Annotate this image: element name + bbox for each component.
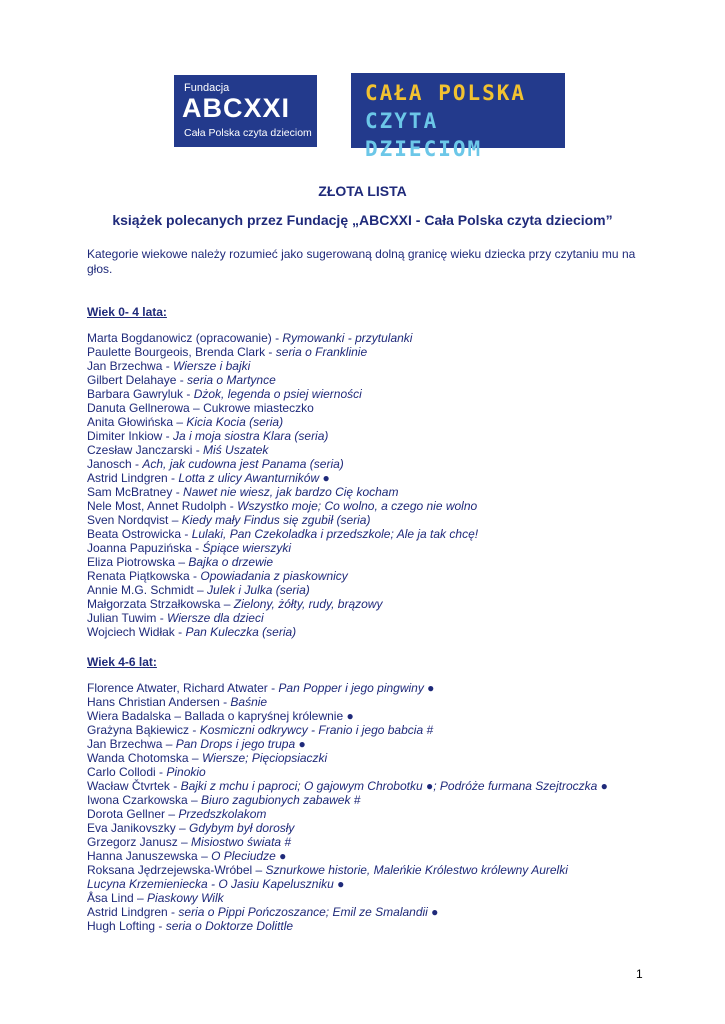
book-author: Jan Brzechwa - — [87, 359, 174, 373]
list-item — [87, 611, 687, 625]
book-list-0-4 — [87, 331, 687, 639]
page-subtitle: książek polecanych przez Fundację „ABCXXI - Cała Polska czyta dzieciom” — [112, 212, 613, 228]
book-title: Bajki z mchu i paproci; O gajowym Chrobotku ●; Podróże furmana Szejtroczka ● — [180, 779, 608, 793]
book-list-4-6 — [87, 681, 687, 933]
list-item — [87, 695, 687, 709]
book-author: Anita Głowińska – — [87, 415, 187, 429]
book-author: Florence Atwater, Richard Atwater - — [87, 681, 279, 695]
book-title: Baśnie — [230, 695, 268, 709]
book-author: Carlo Collodi - — [87, 765, 167, 779]
book-author: Hugh Lofting - — [87, 919, 166, 933]
list-item — [87, 709, 687, 723]
book-title: Bajka o drzewie — [188, 555, 274, 569]
book-author: Julian Tuwim - — [87, 611, 168, 625]
list-item — [87, 877, 687, 891]
book-title: Nawet nie wiesz, jak bardzo Cię kocham — [183, 485, 399, 499]
list-item — [87, 863, 687, 877]
book-title: seria o Franklinie — [275, 345, 368, 359]
book-author: Wacław Čtvrtek - — [87, 779, 181, 793]
book-title: Lotta z ulicy Awanturników ● — [178, 471, 330, 485]
book-title: Pinokio — [166, 765, 206, 779]
book-title: Kicia Kocia (seria) — [186, 415, 284, 429]
book-title: seria o Martynce — [187, 373, 276, 387]
book-title: Biuro zagubionych zabawek # — [201, 793, 361, 807]
book-author: Barbara Gawryluk - — [87, 387, 194, 401]
list-item — [87, 583, 687, 597]
book-title: seria o Doktorze Dolittle — [165, 919, 294, 933]
book-author: Åsa Lind – — [87, 891, 148, 905]
book-author: Renata Piątkowska - — [87, 569, 201, 583]
book-author: Dimiter Inkiow - — [87, 429, 174, 443]
book-title: Wiersze dla dzieci — [167, 611, 264, 625]
intro-paragraph: Kategorie wiekowe należy rozumieć jako sugerowaną dolną granicę wieku dziecka przy czytaniu mu na głos. — [87, 247, 636, 276]
book-author: Beata Ostrowicka - — [87, 527, 192, 541]
list-item — [87, 415, 687, 429]
logo2-line1: CAŁA POLSKA — [365, 81, 527, 105]
book-author: Janosch - — [87, 457, 143, 471]
book-author: Grażyna Bąkiewicz - — [87, 723, 200, 737]
book-author: Sven Nordqvist – — [87, 513, 182, 527]
list-item — [87, 513, 687, 527]
list-item — [87, 765, 687, 779]
book-title: Piaskowy Wilk — [147, 891, 224, 905]
book-title: O Pleciudze ● — [211, 849, 287, 863]
book-title: Kiedy mały Findus się zgubił (seria) — [181, 513, 371, 527]
list-item — [87, 821, 687, 835]
list-item — [87, 835, 687, 849]
list-item — [87, 723, 687, 737]
list-item — [87, 443, 687, 457]
book-title: Pan Drops i jego trupa ● — [175, 737, 306, 751]
book-title: Miś Uszatek — [203, 443, 269, 457]
book-author: Wiera Badalska – — [87, 709, 185, 723]
book-title: Ach, jak cudowna jest Panama (seria) — [142, 457, 344, 471]
book-author: Hans Christian Andersen - — [87, 695, 231, 709]
book-author: Sam McBratney - — [87, 485, 184, 499]
book-author: Astrid Lindgren - — [87, 471, 179, 485]
logos-header — [0, 73, 725, 161]
book-title: Rymowanki - przytulanki — [282, 331, 413, 345]
book-title: Cukrowe miasteczko — [203, 401, 314, 415]
book-title: Lucyna Krzemieniecka - O Jasiu Kapeluszniku ● — [87, 877, 345, 891]
list-item — [87, 429, 687, 443]
book-author: Wanda Chotomska – — [87, 751, 202, 765]
list-item — [87, 597, 687, 611]
list-item — [87, 471, 687, 485]
book-title: Przedszkolakom — [178, 807, 267, 821]
list-item — [87, 527, 687, 541]
book-author: Danuta Gellnerowa – — [87, 401, 204, 415]
cala-polska-czyta-dzieciom-logo — [351, 73, 565, 161]
logo2-line2: CZYTA DZIECIOM — [365, 109, 483, 161]
list-item — [87, 625, 687, 639]
book-title: Dżok, legenda o psiej wierności — [193, 387, 362, 401]
book-author: Eva Janikovszky – — [87, 821, 190, 835]
book-author: Jan Brzechwa – — [87, 737, 176, 751]
book-author: Nele Most, Annet Rudolph - — [87, 499, 238, 513]
book-title: Kosmiczni odkrywcy - Franio i jego babcia # — [199, 723, 434, 737]
list-item — [87, 849, 687, 863]
book-author: Dorota Gellner – — [87, 807, 179, 821]
list-item — [87, 401, 687, 415]
page-number: 1 — [636, 967, 643, 981]
section-heading-0-4: Wiek 0- 4 lata: — [87, 305, 167, 319]
list-item — [87, 807, 687, 821]
book-author: Małgorzata Strzałkowska – — [87, 597, 234, 611]
book-author: Hanna Januszewska – — [87, 849, 212, 863]
book-author: Grzegorz Janusz – — [87, 835, 192, 849]
book-title: Sznurkowe historie, Maleńkie Królestwo królewny Aurelki — [265, 863, 568, 877]
book-author: Annie M.G. Schmidt – — [87, 583, 208, 597]
book-title: seria o Pippi Pończoszance; Emil ze Smalandii ● — [178, 905, 439, 919]
abcxxi-logo — [174, 75, 317, 147]
book-title: Wszystko moje; Co wolno, a czego nie wolno — [237, 499, 478, 513]
book-author: Joanna Papuzińska - — [87, 541, 203, 555]
list-item — [87, 485, 687, 499]
book-author: Wojciech Widłak - — [87, 625, 186, 639]
book-author: Astrid Lindgren - — [87, 905, 179, 919]
list-item — [87, 919, 687, 933]
book-title: Wiersze; Pięciopsiaczki — [201, 751, 328, 765]
book-title: Pan Popper i jego pingwiny ● — [278, 681, 435, 695]
book-title: Pan Kuleczka (seria) — [185, 625, 297, 639]
list-item — [87, 751, 687, 765]
book-title: Zielony, żółty, rudy, brązowy — [233, 597, 383, 611]
book-author: Eliza Piotrowska – — [87, 555, 189, 569]
list-item — [87, 387, 687, 401]
book-author: Marta Bogdanowicz (opracowanie) - — [87, 331, 283, 345]
book-title: Ja i moja siostra Klara (seria) — [173, 429, 329, 443]
book-title: Śpiące wierszyki — [202, 541, 292, 555]
book-title: Wiersze i bajki — [173, 359, 251, 373]
list-item — [87, 905, 687, 919]
logo-abcxxi-text: ABCXXI — [182, 93, 291, 123]
list-item — [87, 541, 687, 555]
list-item — [87, 569, 687, 583]
book-title: Opowiadania z piaskownicy — [200, 569, 348, 583]
book-author: Roksana Jędrzejewska-Wróbel – — [87, 863, 266, 877]
list-item — [87, 331, 687, 345]
list-item — [87, 737, 687, 751]
book-title: Julek i Julka (seria) — [207, 583, 310, 597]
book-title: Ballada o kapryśnej królewnie ● — [184, 709, 354, 723]
list-item — [87, 499, 687, 513]
list-item — [87, 891, 687, 905]
list-item — [87, 555, 687, 569]
book-author: Paulette Bourgeois, Brenda Clark - — [87, 345, 276, 359]
list-item — [87, 345, 687, 359]
book-title: Gdybym był dorosły — [189, 821, 295, 835]
logo-fundacja-text: Fundacja — [184, 82, 230, 94]
list-item — [87, 779, 687, 793]
list-item — [87, 793, 687, 807]
list-item — [87, 457, 687, 471]
section-heading-4-6: Wiek 4-6 lat: — [87, 655, 157, 669]
list-item — [87, 681, 687, 695]
logo-subtitle-text: Cała Polska czyta dzieciom — [184, 127, 312, 139]
book-title: Lulaki, Pan Czekoladka i przedszkole; Ale ja tak chcę! — [191, 527, 479, 541]
book-author: Czesław Janczarski - — [87, 443, 204, 457]
book-author: Gilbert Delahaye - — [87, 373, 188, 387]
page-title: ZŁOTA LISTA — [318, 183, 407, 199]
book-author: Iwona Czarkowska – — [87, 793, 202, 807]
list-item — [87, 373, 687, 387]
book-title: Misiostwo świata # — [191, 835, 292, 849]
list-item — [87, 359, 687, 373]
